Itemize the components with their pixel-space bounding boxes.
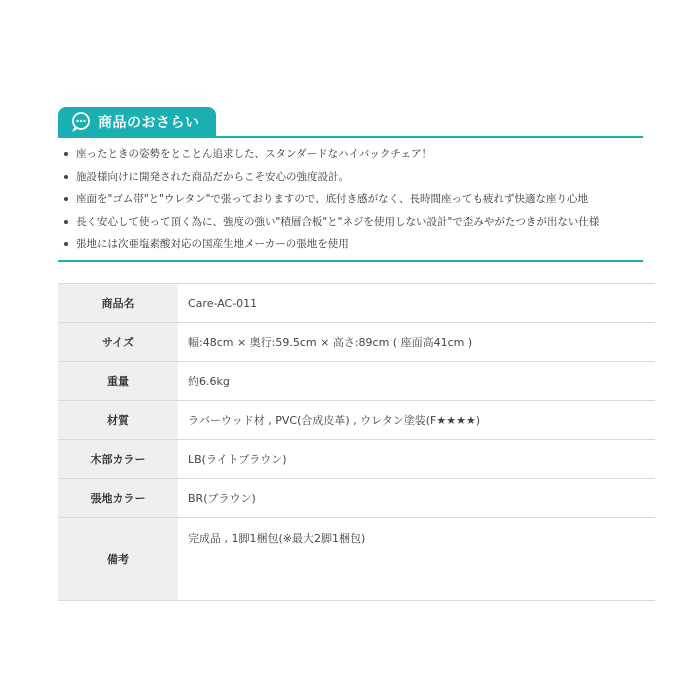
spec-label: サイズ bbox=[58, 323, 178, 361]
spec-label: 材質 bbox=[58, 401, 178, 439]
spec-value: 約6.6kg bbox=[188, 375, 230, 388]
section-tab bbox=[58, 107, 216, 137]
spec-label: 備考 bbox=[58, 518, 178, 600]
spec-value: Care-AC-011 bbox=[188, 296, 258, 310]
section-divider-bottom bbox=[58, 260, 643, 262]
feature-text: 施設様向けに開発された商品だからこそ安心の強度設計。 bbox=[76, 170, 349, 183]
feature-text: 長く安心して使って頂く為に、強度の強い"積層合板"と"ネジを使用しない設計"で歪みやがたつきが出ない仕様 bbox=[76, 215, 600, 228]
speech-bubble-icon bbox=[70, 111, 92, 133]
spec-row-size bbox=[58, 323, 655, 362]
spec-label: 重量 bbox=[58, 362, 178, 400]
spec-value: 幅:48cm × 奥行:59.5cm × 高さ:89cm ( 座面高41cm ) bbox=[188, 336, 473, 349]
spec-label: 張地カラー bbox=[58, 479, 178, 517]
feature-list bbox=[58, 143, 643, 256]
feature-item bbox=[58, 211, 643, 234]
spec-value: BR(ブラウン) bbox=[188, 492, 256, 505]
spec-row-fabric-color bbox=[58, 479, 655, 518]
section-divider-top bbox=[58, 136, 643, 138]
feature-text: 座面を"ゴム帯"と"ウレタン"で張っておりますので、底付き感がなく、長時間座っても疲れず快適な座り心地 bbox=[76, 193, 588, 206]
spec-label: 木部カラー bbox=[58, 440, 178, 478]
feature-item bbox=[58, 188, 643, 211]
spec-label: 商品名 bbox=[58, 284, 178, 322]
bullet-icon bbox=[64, 197, 68, 201]
spec-row-product-name bbox=[58, 284, 655, 323]
feature-text: 座ったときの姿勢をとことん追求した、スタンダードなハイバックチェア！ bbox=[76, 148, 433, 160]
spec-value: 完成品 , 1脚1梱包(※最大2脚1梱包) bbox=[188, 532, 366, 545]
bullet-icon bbox=[64, 220, 68, 224]
spec-row-weight bbox=[58, 362, 655, 401]
feature-text: 張地には次亜塩素酸対応の国産生地メーカーの張地を使用 bbox=[76, 238, 349, 251]
spec-value: ラバーウッド材 , PVC(合成皮革) , ウレタン塗装(F★★★★) bbox=[188, 414, 481, 427]
spec-row-wood-color bbox=[58, 440, 655, 479]
spec-table bbox=[58, 283, 655, 601]
spec-row-notes bbox=[58, 518, 655, 601]
spec-row-material bbox=[58, 401, 655, 440]
spec-value: LB(ライトブラウン) bbox=[188, 453, 287, 466]
bullet-icon bbox=[64, 242, 68, 246]
bullet-icon bbox=[64, 175, 68, 179]
feature-item bbox=[58, 166, 643, 189]
section-title: 商品のおさらい bbox=[98, 115, 200, 131]
feature-item bbox=[58, 143, 643, 166]
bullet-icon bbox=[64, 152, 68, 156]
feature-item bbox=[58, 233, 643, 256]
